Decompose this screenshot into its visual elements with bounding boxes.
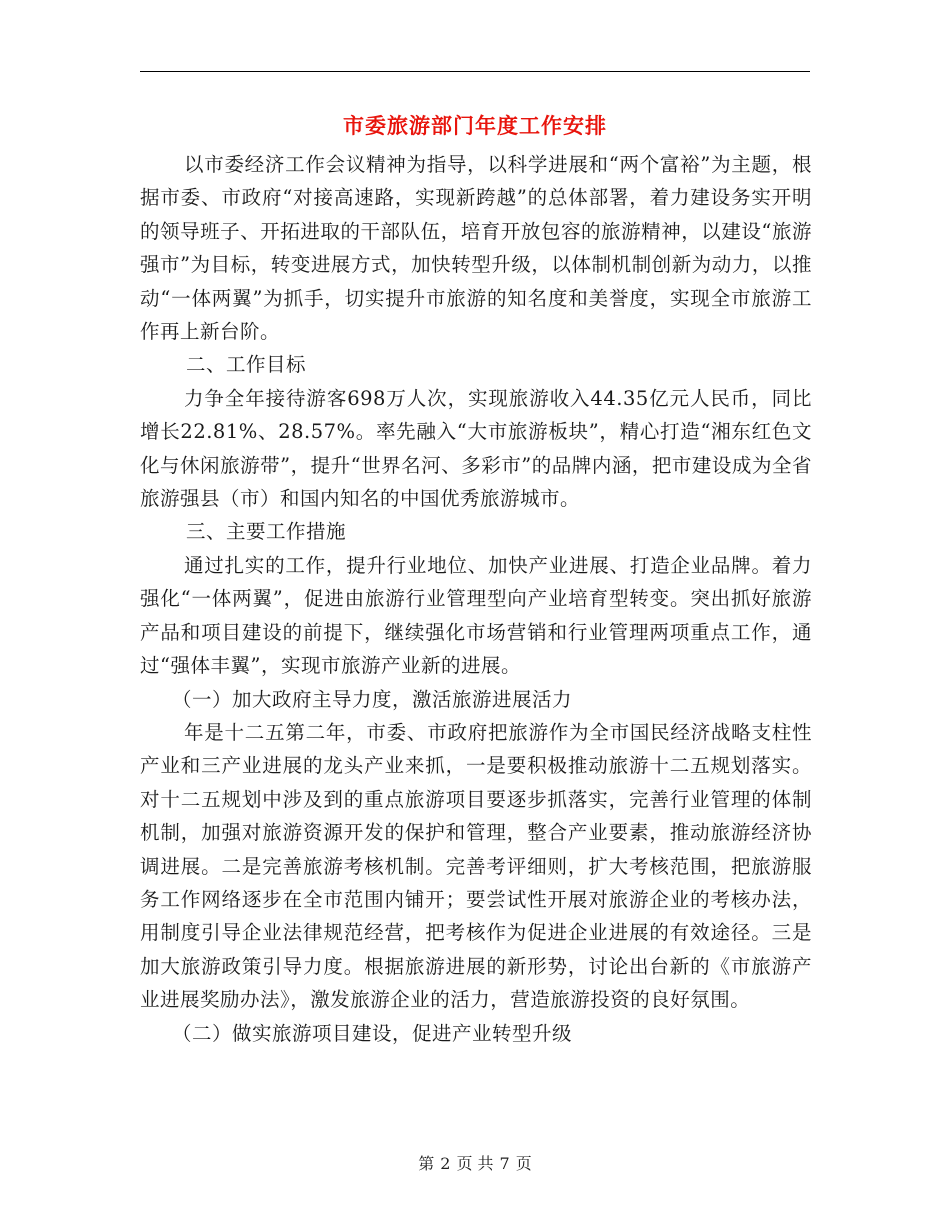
subheading-projects: （二）做实旅游项目建设，促进产业转型升级	[172, 1021, 573, 1045]
page-number: 2	[440, 1154, 451, 1173]
page-suffix: 页	[515, 1154, 532, 1173]
page-mid: 页 共	[456, 1154, 494, 1173]
header-rule	[140, 71, 810, 72]
paragraph-government: 年是十二五第二年，市委、市政府把旅游作为全市国民经济战略支柱性产业和三产业进展的龙头产业来抓，一是要积极推动旅游十二五规划落实。对十二五规划中涉及到的重点旅游项目要逐步抓落实，完善行业管理的体制机制，加强对旅游资源开发的保护和管理，整合产业要素，推动旅游经济协调进展。二是完善旅游考核机制。完善考评细则，扩大考核范围，把旅游服务工作网络逐步在全市范围内铺开；要尝试性开展对旅游企业的考核办法，用制度引导企业法律规范经营，把考核作为促进企业进展的有效途径。三是加大旅游政策引导力度。根据旅游进展的新形势，讨论出台新的《市旅游产业进展奖励办法》，激发旅游企业的活力，营造旅游投资的良好氛围。	[140, 720, 812, 1012]
page-footer	[0, 1152, 950, 1176]
paragraph-measures: 通过扎实的工作，提升行业地位、加快产业进展、打造企业品牌。着力强化“一体两翼”，促进由旅游行业管理型向产业培育型转变。突出抓好旅游产品和项目建设的前提下，继续强化市场营销和行业管理两项重点工作，通过“强体丰翼”，实现市旅游产业新的进展。	[140, 553, 812, 678]
page-prefix: 第	[418, 1154, 435, 1173]
section-heading-goals: 二、工作目标	[186, 353, 307, 377]
document-body	[140, 148, 812, 1050]
section-heading-measures: 三、主要工作措施	[186, 520, 347, 544]
paragraph-intro: 以市委经济工作会议精神为指导，以科学进展和“两个富裕”为主题，根据市委、市政府“对接高速路，实现新跨越”的总体部署，着力建设务实开明的领导班子、开拓进取的干部队伍，培育开放包容的旅游精神，以建设“旅游强市”为目标，转变进展方式，加快转型升级，以体制机制创新为动力，以推动“一体两翼”为抓手，切实提升市旅游的知名度和美誉度，实现全市旅游工作再上新台阶。	[140, 153, 812, 344]
subheading-government: （一）加大政府主导力度，激活旅游进展活力	[172, 687, 573, 711]
paragraph-goals: 力争全年接待游客698万人次，实现旅游收入44.35亿元人民币，同比增长22.81%、28.57%。率先融入“大市旅游板块”，精心打造“湘东红色文化与休闲旅游带”，提升“世界名河、多彩市”的品牌内涵，把市建设成为全省旅游强县（市）和国内知名的中国优秀旅游城市。	[140, 386, 812, 511]
document-title: 市委旅游部门年度工作安排	[343, 113, 607, 138]
page-total: 7	[499, 1154, 510, 1173]
